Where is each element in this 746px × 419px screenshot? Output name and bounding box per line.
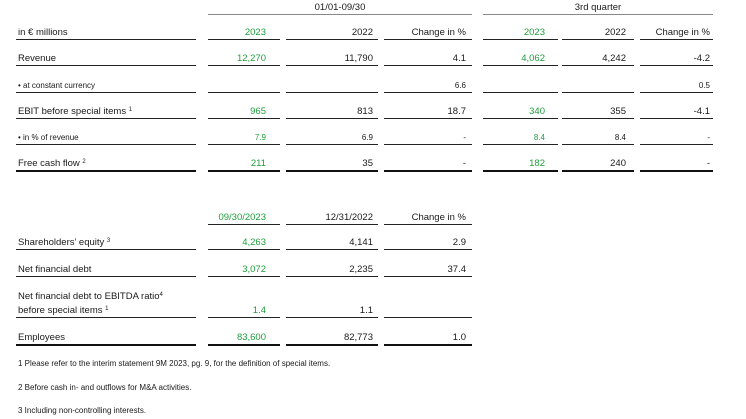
rule bbox=[208, 92, 280, 93]
footnote-ref: 2 bbox=[82, 159, 86, 165]
footnote-ref: 4 bbox=[159, 292, 163, 298]
rule bbox=[562, 65, 634, 66]
column-date-prior: 12/31/2022 bbox=[325, 212, 373, 223]
footnote-3: 3 Including non-controlling interests. bbox=[18, 406, 147, 415]
cell-2023: 211 bbox=[250, 158, 266, 169]
rule bbox=[562, 92, 634, 93]
rule bbox=[16, 249, 196, 250]
cell-prior: 82,773 bbox=[343, 332, 373, 343]
row-label: Free cash flow $^2$ bbox=[18, 158, 86, 169]
row-label: EBIT before special items $^1$ bbox=[18, 106, 133, 117]
rule bbox=[16, 317, 196, 318]
rule bbox=[483, 65, 558, 66]
rule bbox=[640, 170, 713, 172]
rule bbox=[16, 65, 196, 66]
cell-change: - bbox=[463, 133, 466, 142]
cell-change: 4.1 bbox=[452, 53, 466, 64]
rule bbox=[384, 276, 472, 277]
row-label-line2: before special items $^1$ bbox=[18, 305, 109, 316]
rule bbox=[384, 317, 472, 318]
cell-q-2023: 182 bbox=[529, 158, 545, 169]
rule bbox=[286, 224, 378, 225]
period-header: 01/01-09/30 bbox=[314, 2, 366, 13]
rule bbox=[16, 118, 196, 119]
rule bbox=[16, 39, 196, 40]
rule bbox=[562, 118, 634, 119]
row-label-line1: Net financial debt to EBITDA ratio$^4$ bbox=[18, 291, 163, 302]
cell-2023: 965 bbox=[250, 106, 266, 117]
rule bbox=[286, 344, 378, 346]
cell-q-2023: 340 bbox=[529, 106, 545, 117]
footnote-2: 2 Before cash in- and outflows for M&A activities. bbox=[18, 383, 192, 392]
column-2022: 2022 bbox=[351, 27, 373, 38]
cell-q-change: 0.5 bbox=[698, 81, 710, 90]
rule bbox=[16, 344, 196, 346]
cell-2022: 35 bbox=[362, 158, 373, 169]
cell-q-change: - bbox=[706, 158, 710, 169]
quarter-header-rule bbox=[483, 14, 713, 15]
rule bbox=[208, 118, 280, 119]
rule bbox=[16, 276, 196, 277]
row-label: • at constant currency bbox=[18, 81, 96, 90]
rule bbox=[286, 170, 378, 172]
rule bbox=[208, 144, 280, 145]
rule bbox=[384, 344, 472, 346]
cell-q-change: - bbox=[707, 133, 710, 142]
rule bbox=[286, 249, 378, 250]
cell-q-2022: 355 bbox=[610, 106, 626, 117]
cell-q-2022: 240 bbox=[610, 158, 626, 169]
rule bbox=[208, 276, 280, 277]
rule bbox=[16, 170, 196, 172]
rule bbox=[640, 118, 713, 119]
footnote-1: 1 Please refer to the interim statement 9M 2023, pg. 9, for the definition of special items. bbox=[18, 359, 331, 368]
cell-q-2022: 4,242 bbox=[602, 53, 626, 64]
rule bbox=[286, 39, 378, 40]
rule bbox=[384, 92, 472, 93]
rule bbox=[384, 39, 472, 40]
cell-q-2023: 4,062 bbox=[521, 53, 545, 64]
cell-prior: 2,235 bbox=[349, 264, 373, 275]
rule bbox=[483, 170, 558, 172]
cell-q-change: -4.2 bbox=[693, 53, 710, 64]
rule bbox=[286, 92, 378, 93]
rule bbox=[384, 118, 472, 119]
cell-prior: 1.1 bbox=[359, 305, 373, 316]
cell-2022: 6.9 bbox=[361, 133, 373, 142]
cell-2023: 12,270 bbox=[236, 53, 266, 64]
rule bbox=[286, 144, 378, 145]
rule bbox=[208, 65, 280, 66]
rule bbox=[286, 118, 378, 119]
quarter-header: 3rd quarter bbox=[574, 2, 622, 13]
rule bbox=[640, 92, 713, 93]
rule bbox=[640, 144, 713, 145]
cell-change: 1.0 bbox=[452, 332, 466, 343]
rule bbox=[286, 65, 378, 66]
rule bbox=[286, 276, 378, 277]
cell-change: 2.9 bbox=[452, 237, 466, 248]
cell-current: 1.4 bbox=[252, 305, 266, 316]
unit-label: in € millions bbox=[18, 27, 68, 38]
row-label: Shareholders’ equity $^3$ bbox=[18, 237, 111, 248]
rule bbox=[562, 144, 634, 145]
cell-2022: 11,790 bbox=[344, 53, 373, 64]
row-label: • in % of revenue bbox=[18, 133, 79, 142]
cell-current: 4,263 bbox=[242, 237, 266, 248]
rule bbox=[640, 39, 713, 40]
rule bbox=[384, 65, 472, 66]
rule bbox=[208, 224, 280, 225]
cell-prior: 4,141 bbox=[349, 237, 373, 248]
column-date-current: 09/30/2023 bbox=[218, 212, 266, 223]
rule bbox=[16, 92, 196, 93]
rule bbox=[16, 144, 196, 145]
rule bbox=[208, 317, 280, 318]
rule bbox=[208, 170, 280, 172]
rule bbox=[286, 317, 378, 318]
rule bbox=[384, 249, 472, 250]
cell-change: 6.6 bbox=[454, 81, 466, 90]
rule bbox=[208, 344, 280, 346]
cell-q-2023: 8.4 bbox=[533, 133, 545, 142]
footnote-ref: 3 bbox=[106, 238, 111, 244]
cell-current: 3,072 bbox=[242, 264, 266, 275]
rule bbox=[384, 224, 472, 225]
rule bbox=[483, 118, 558, 119]
column-change: Change in % bbox=[411, 27, 466, 38]
rule bbox=[384, 144, 472, 145]
cell-2022: 813 bbox=[357, 106, 373, 117]
row-label: Revenue bbox=[18, 53, 57, 64]
rule bbox=[208, 39, 280, 40]
rule bbox=[483, 92, 558, 93]
rule bbox=[483, 144, 558, 145]
cell-q-change: -4.1 bbox=[693, 106, 710, 117]
row-label: Employees bbox=[18, 332, 65, 343]
column-2023: 2023 bbox=[244, 27, 266, 38]
footnote-ref: 1 bbox=[105, 306, 109, 312]
rule bbox=[208, 249, 280, 250]
cell-2023: 7.9 bbox=[254, 133, 266, 142]
cell-change: 37.4 bbox=[447, 264, 466, 275]
cell-current: 83,600 bbox=[236, 332, 266, 343]
rule bbox=[562, 170, 634, 172]
rule bbox=[640, 65, 713, 66]
period-header-rule bbox=[208, 14, 472, 15]
column-q-2023: 2023 bbox=[523, 27, 545, 38]
rule bbox=[483, 39, 558, 40]
column-q-2022: 2022 bbox=[604, 27, 626, 38]
rule bbox=[384, 170, 472, 172]
column-change: Change in % bbox=[411, 212, 466, 223]
cell-change: 18.7 bbox=[447, 106, 466, 117]
rule bbox=[562, 39, 634, 40]
column-q-change: Change in % bbox=[655, 27, 710, 38]
footnote-ref: 1 bbox=[128, 107, 133, 113]
cell-change: - bbox=[462, 158, 466, 169]
row-label: Net financial debt bbox=[18, 264, 92, 275]
cell-q-2022: 8.4 bbox=[614, 133, 626, 142]
